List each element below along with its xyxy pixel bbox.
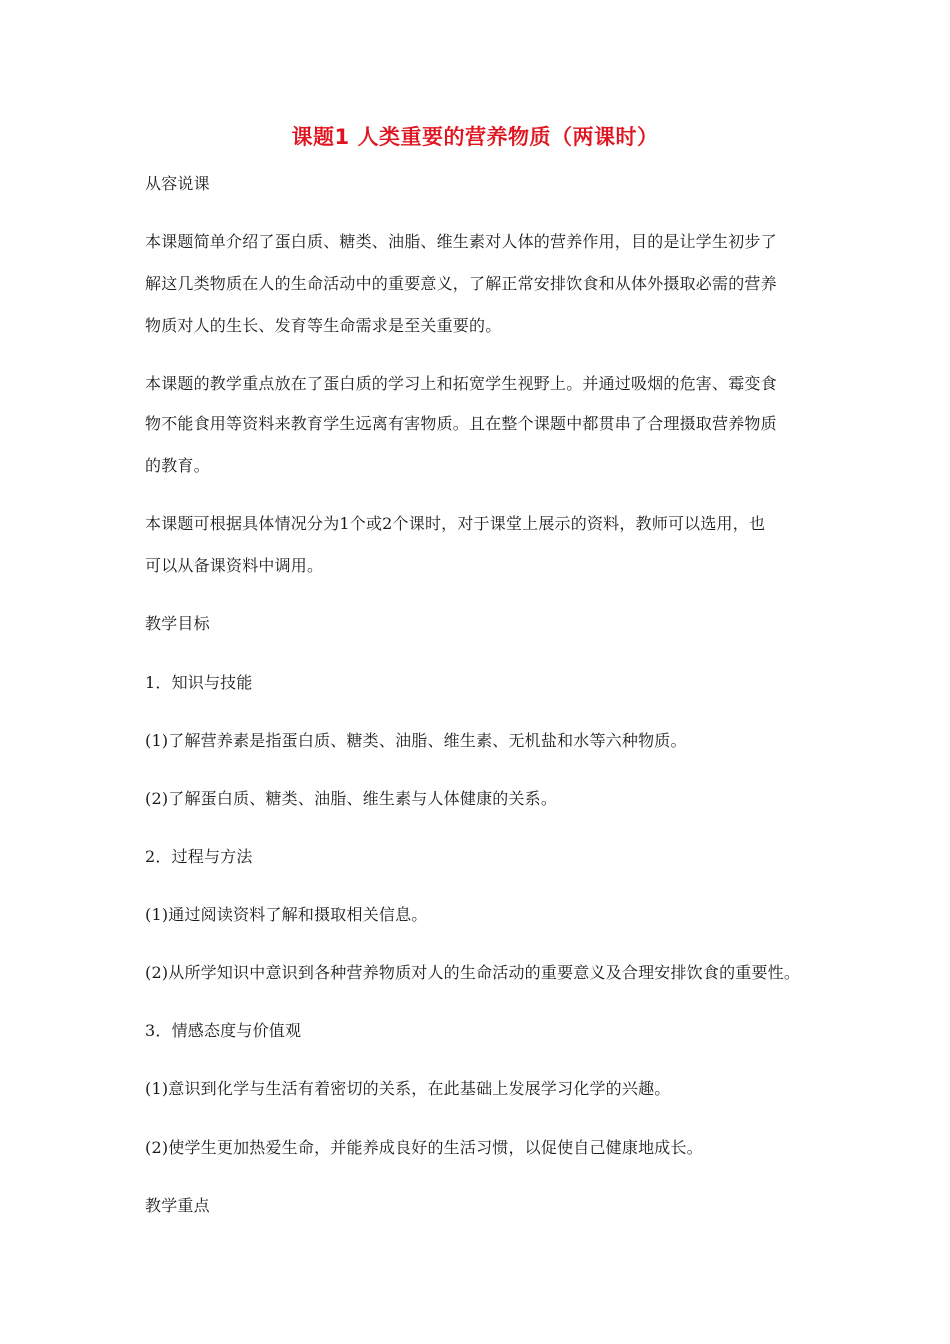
subsection-heading: 2．过程与方法 bbox=[145, 847, 253, 866]
section-heading-teaching-goals: 教学目标 bbox=[145, 614, 210, 633]
section-heading-lesson-talk: 从容说课 bbox=[145, 174, 210, 193]
paragraph-line: 可以从备课资料中调用。 bbox=[145, 556, 324, 575]
paragraph-line: 本课题的教学重点放在了蛋白质的学习上和拓宽学生视野上。并通过吸烟的危害、霉变食 bbox=[145, 374, 777, 393]
list-item: (2)使学生更加热爱生命，并能养成良好的生活习惯，以促使自己健康地成长。 bbox=[145, 1138, 703, 1157]
section-heading-teaching-focus: 教学重点 bbox=[145, 1196, 210, 1215]
list-item: (1)了解营养素是指蛋白质、糖类、油脂、维生素、无机盐和水等六种物质。 bbox=[145, 731, 687, 750]
document-title: 课题1 人类重要的营养物质（两课时） bbox=[291, 125, 659, 149]
paragraph-line: 本课题可根据具体情况分为1个或2个课时，对于课堂上展示的资料，教师可以选用，也 bbox=[145, 514, 766, 533]
subsection-heading: 3．情感态度与价值观 bbox=[145, 1021, 302, 1040]
paragraph-line: 本课题简单介绍了蛋白质、糖类、油脂、维生素对人体的营养作用，目的是让学生初步了 bbox=[145, 232, 777, 251]
subsection-heading: 1．知识与技能 bbox=[145, 673, 253, 692]
paragraph-line: 解这几类物质在人的生命活动中的重要意义，了解正常安排饮食和从体外摄取必需的营养 bbox=[145, 274, 777, 293]
paragraph-line: 的教育。 bbox=[145, 456, 210, 475]
list-item: (2)了解蛋白质、糖类、油脂、维生素与人体健康的关系。 bbox=[145, 789, 558, 808]
list-item: (2)从所学知识中意识到各种营养物质对人的生命活动的重要意义及合理安排饮食的重要性。 bbox=[145, 963, 801, 982]
paragraph-line: 物不能食用等资料来教育学生远离有害物质。且在整个课题中都贯串了合理摄取营养物质 bbox=[145, 414, 777, 433]
list-item: (1)通过阅读资料了解和摄取相关信息。 bbox=[145, 905, 428, 924]
list-item: (1)意识到化学与生活有着密切的关系，在此基础上发展学习化学的兴趣。 bbox=[145, 1079, 671, 1098]
paragraph-line: 物质对人的生长、发育等生命需求是至关重要的。 bbox=[145, 316, 502, 335]
